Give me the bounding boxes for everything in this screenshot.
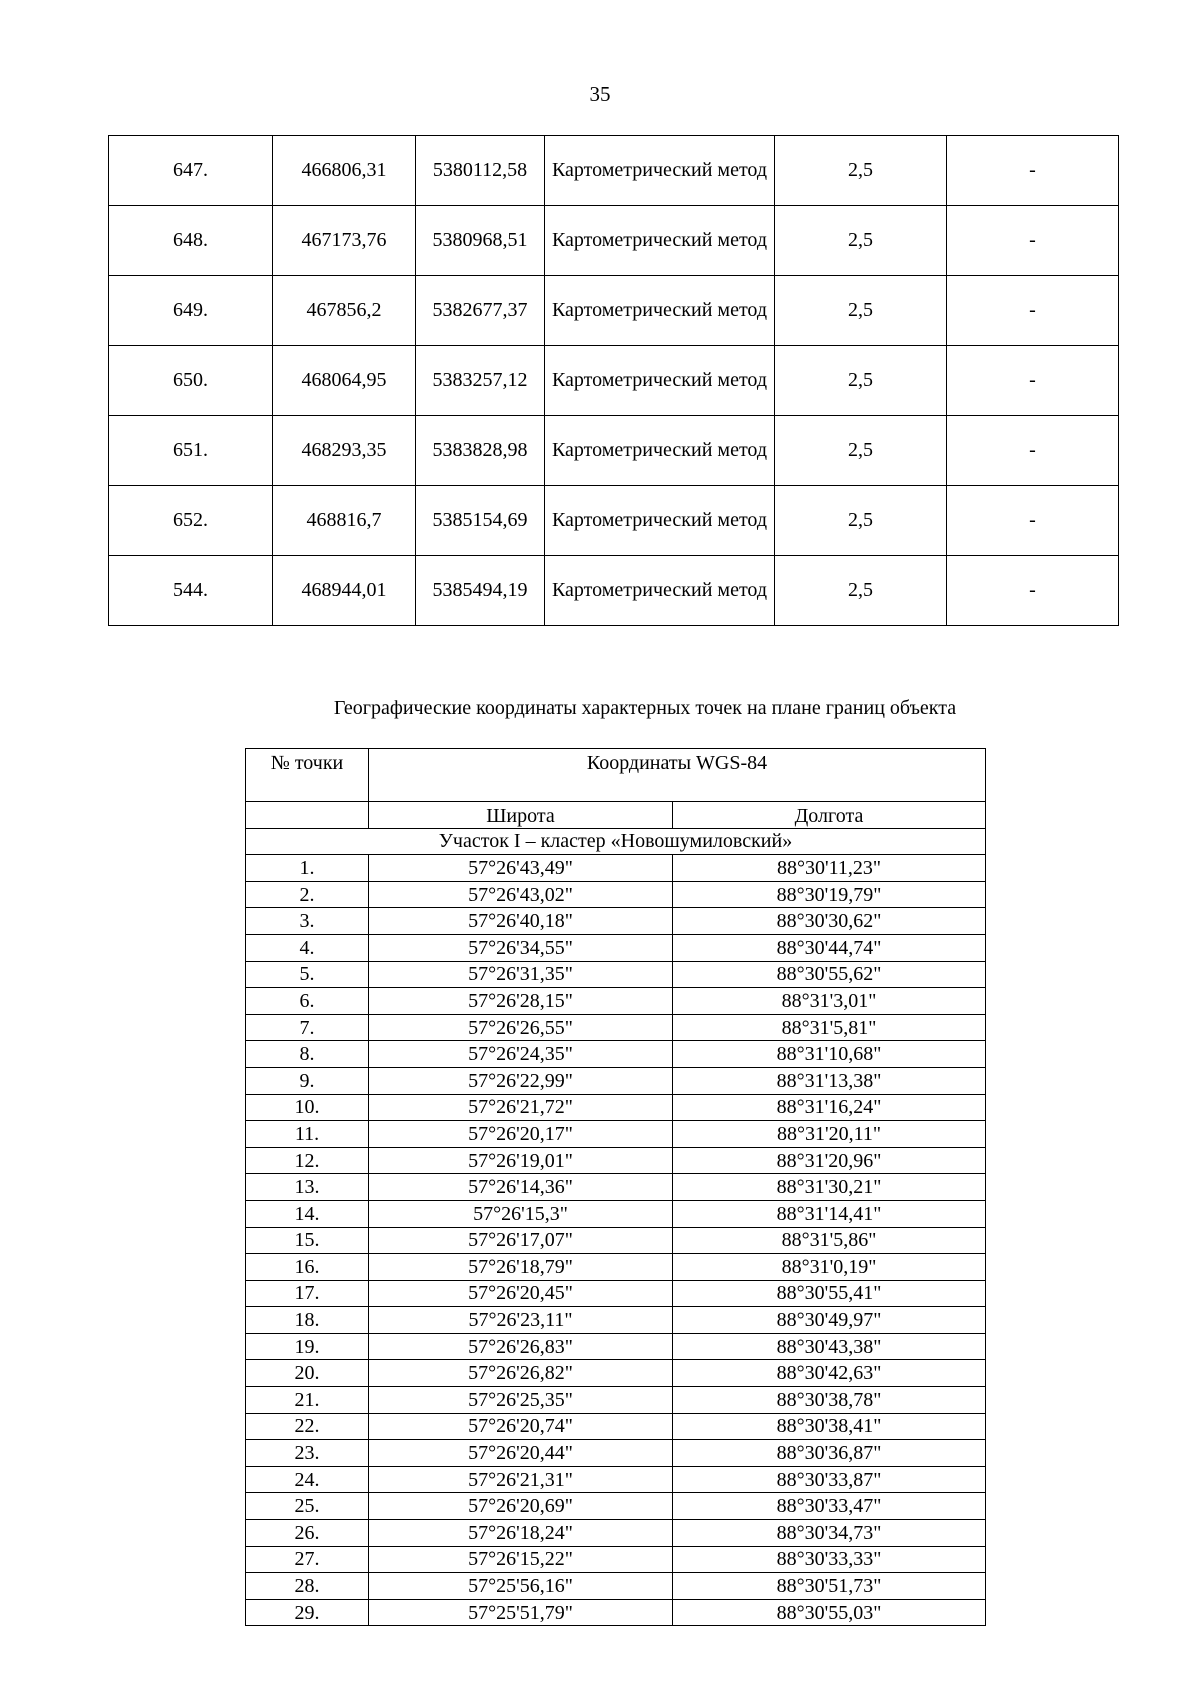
table-row	[246, 1227, 986, 1254]
col-header-lat: Широта	[369, 802, 673, 829]
cell-desc: -	[947, 136, 1119, 206]
col-header-coords: Координаты WGS-84	[369, 749, 986, 802]
cell-lat: 57°26'18,24"	[369, 1520, 673, 1547]
cell-lon: 88°31'30,21"	[673, 1174, 986, 1201]
table-row	[109, 276, 1119, 346]
table-row	[246, 1094, 986, 1121]
group-label: Участок I – кластер «Новошумиловский»	[246, 828, 986, 855]
cell-lat: 57°26'31,35"	[369, 961, 673, 988]
cell-lat: 57°26'22,99"	[369, 1067, 673, 1094]
cell-n: 9.	[246, 1067, 369, 1094]
cell-lat: 57°26'20,44"	[369, 1440, 673, 1467]
table-row	[246, 1466, 986, 1493]
cell-n: 27.	[246, 1546, 369, 1573]
cell-lon: 88°31'16,24"	[673, 1094, 986, 1121]
cell-method: Картометрический метод	[545, 136, 775, 206]
cell-lon: 88°31'5,86"	[673, 1227, 986, 1254]
cell-acc: 2,5	[775, 416, 947, 486]
table-row	[246, 1599, 986, 1626]
cell-lon: 88°30'49,97"	[673, 1307, 986, 1334]
table-row	[246, 1147, 986, 1174]
cell-lat: 57°26'43,02"	[369, 881, 673, 908]
cell-lat: 57°25'56,16"	[369, 1573, 673, 1600]
cell-n: 11.	[246, 1121, 369, 1148]
cell-lat: 57°26'20,17"	[369, 1121, 673, 1148]
table-row	[109, 486, 1119, 556]
cell-n: 652.	[109, 486, 273, 556]
cell-method: Картометрический метод	[545, 556, 775, 626]
table-row	[246, 961, 986, 988]
cell-lat: 57°26'15,3"	[369, 1200, 673, 1227]
cell-acc: 2,5	[775, 276, 947, 346]
cell-lon: 88°30'19,79"	[673, 881, 986, 908]
cell-lat: 57°26'18,79"	[369, 1254, 673, 1281]
cell-desc: -	[947, 556, 1119, 626]
section-title: Географические координаты характерных точек на плане границ объекта	[333, 697, 957, 719]
cell-acc: 2,5	[775, 346, 947, 416]
cell-method: Картометрический метод	[545, 416, 775, 486]
cell-acc: 2,5	[775, 206, 947, 276]
cell-n: 544.	[109, 556, 273, 626]
cell-n: 22.	[246, 1413, 369, 1440]
table-row	[246, 1121, 986, 1148]
table-row	[109, 206, 1119, 276]
cell-y: 5385154,69	[416, 486, 545, 556]
cell-lat: 57°26'21,72"	[369, 1094, 673, 1121]
cell-n: 25.	[246, 1493, 369, 1520]
cell-x: 468293,35	[273, 416, 416, 486]
cell-y: 5380968,51	[416, 206, 545, 276]
table-row	[246, 1413, 986, 1440]
cell-lon: 88°30'36,87"	[673, 1440, 986, 1467]
cell-n: 28.	[246, 1573, 369, 1600]
cell-n: 15.	[246, 1227, 369, 1254]
cell-lon: 88°30'55,41"	[673, 1280, 986, 1307]
table-row	[246, 934, 986, 961]
cell-lon: 88°30'42,63"	[673, 1360, 986, 1387]
table-row	[246, 1067, 986, 1094]
cell-lon: 88°31'0,19"	[673, 1254, 986, 1281]
header-row	[246, 749, 986, 802]
cell-n: 647.	[109, 136, 273, 206]
cell-lat: 57°26'17,07"	[369, 1227, 673, 1254]
cell-n: 19.	[246, 1333, 369, 1360]
cell-n: 18.	[246, 1307, 369, 1334]
cell-lat: 57°26'34,55"	[369, 934, 673, 961]
table-row	[246, 881, 986, 908]
table-row	[246, 1573, 986, 1600]
cell-lon: 88°30'33,47"	[673, 1493, 986, 1520]
page-number: 35	[589, 82, 611, 106]
cell-n: 8.	[246, 1041, 369, 1068]
geo-coordinates-table	[245, 748, 986, 1626]
cell-lon: 88°30'55,62"	[673, 961, 986, 988]
cell-lon: 88°30'55,03"	[673, 1599, 986, 1626]
subheader-row	[246, 802, 986, 829]
cell-n: 12.	[246, 1147, 369, 1174]
cell-n: 24.	[246, 1466, 369, 1493]
cell-n: 6.	[246, 988, 369, 1015]
cell-lat: 57°26'24,35"	[369, 1041, 673, 1068]
cell-n: 2.	[246, 881, 369, 908]
table-row	[246, 1360, 986, 1387]
cell-x: 468816,7	[273, 486, 416, 556]
cell-lat: 57°26'21,31"	[369, 1466, 673, 1493]
cell-lat: 57°26'20,74"	[369, 1413, 673, 1440]
cell-y: 5383828,98	[416, 416, 545, 486]
cell-desc: -	[947, 416, 1119, 486]
cell-n: 650.	[109, 346, 273, 416]
cell-x: 468944,01	[273, 556, 416, 626]
planar-coordinates-table	[108, 135, 1119, 626]
table-row	[246, 1493, 986, 1520]
table-row	[246, 1333, 986, 1360]
cell-n: 1.	[246, 855, 369, 882]
cell-lon: 88°30'38,41"	[673, 1413, 986, 1440]
cell-lon: 88°31'13,38"	[673, 1067, 986, 1094]
table-row	[246, 1174, 986, 1201]
cell-y: 5382677,37	[416, 276, 545, 346]
cell-lat: 57°26'19,01"	[369, 1147, 673, 1174]
table-row	[246, 1041, 986, 1068]
cell-lon: 88°31'10,68"	[673, 1041, 986, 1068]
cell-lat: 57°26'40,18"	[369, 908, 673, 935]
cell-x: 467173,76	[273, 206, 416, 276]
cell-acc: 2,5	[775, 486, 947, 556]
cell-n: 17.	[246, 1280, 369, 1307]
cell-method: Картометрический метод	[545, 276, 775, 346]
table-row	[246, 1307, 986, 1334]
table-row	[246, 988, 986, 1015]
cell-lat: 57°26'26,83"	[369, 1333, 673, 1360]
cell-lat: 57°26'23,11"	[369, 1307, 673, 1334]
cell-lat: 57°26'28,15"	[369, 988, 673, 1015]
table-row	[246, 1520, 986, 1547]
cell-lat: 57°26'20,69"	[369, 1493, 673, 1520]
cell-y: 5380112,58	[416, 136, 545, 206]
group-row	[246, 828, 986, 855]
table-row	[109, 136, 1119, 206]
cell-y: 5385494,19	[416, 556, 545, 626]
cell-n: 651.	[109, 416, 273, 486]
col-header-point: № точки	[246, 749, 369, 802]
cell-lon: 88°31'5,81"	[673, 1014, 986, 1041]
cell-lon: 88°30'38,78"	[673, 1387, 986, 1414]
cell-n: 3.	[246, 908, 369, 935]
cell-method: Картометрический метод	[545, 206, 775, 276]
cell-lon: 88°30'33,33"	[673, 1546, 986, 1573]
cell-acc: 2,5	[775, 136, 947, 206]
cell-y: 5383257,12	[416, 346, 545, 416]
cell-lat: 57°26'43,49"	[369, 855, 673, 882]
cell-n: 7.	[246, 1014, 369, 1041]
cell-lat: 57°26'20,45"	[369, 1280, 673, 1307]
cell-method: Картометрический метод	[545, 346, 775, 416]
cell-method: Картометрический метод	[545, 486, 775, 556]
table-row	[246, 1280, 986, 1307]
cell-lat: 57°26'26,55"	[369, 1014, 673, 1041]
cell-n: 4.	[246, 934, 369, 961]
table-row	[246, 1200, 986, 1227]
cell-acc: 2,5	[775, 556, 947, 626]
cell-desc: -	[947, 486, 1119, 556]
cell-n: 29.	[246, 1599, 369, 1626]
table-row	[109, 346, 1119, 416]
cell-lon: 88°30'51,73"	[673, 1573, 986, 1600]
cell-n: 26.	[246, 1520, 369, 1547]
table-row	[246, 1546, 986, 1573]
cell-x: 467856,2	[273, 276, 416, 346]
table-row	[246, 1387, 986, 1414]
cell-lon: 88°30'34,73"	[673, 1520, 986, 1547]
cell-x: 468064,95	[273, 346, 416, 416]
cell-lon: 88°31'20,96"	[673, 1147, 986, 1174]
cell-lat: 57°26'14,36"	[369, 1174, 673, 1201]
table-row	[246, 1440, 986, 1467]
cell-n: 5.	[246, 961, 369, 988]
cell-n: 14.	[246, 1200, 369, 1227]
cell-lon: 88°30'43,38"	[673, 1333, 986, 1360]
cell-n: 20.	[246, 1360, 369, 1387]
cell-lon: 88°30'33,87"	[673, 1466, 986, 1493]
cell-lon: 88°30'44,74"	[673, 934, 986, 961]
table-row	[246, 1014, 986, 1041]
table-row	[109, 556, 1119, 626]
cell-n: 649.	[109, 276, 273, 346]
cell-n: 21.	[246, 1387, 369, 1414]
cell-lon: 88°31'20,11"	[673, 1121, 986, 1148]
cell-n: 23.	[246, 1440, 369, 1467]
cell-desc: -	[947, 346, 1119, 416]
cell-n: 16.	[246, 1254, 369, 1281]
cell-lat: 57°26'25,35"	[369, 1387, 673, 1414]
table-row	[246, 1254, 986, 1281]
table-row	[109, 416, 1119, 486]
table-row	[246, 855, 986, 882]
table-row	[246, 908, 986, 935]
cell-lon: 88°31'3,01"	[673, 988, 986, 1015]
cell-x: 466806,31	[273, 136, 416, 206]
col-header-empty	[246, 802, 369, 829]
cell-lon: 88°30'30,62"	[673, 908, 986, 935]
cell-lat: 57°25'51,79"	[369, 1599, 673, 1626]
cell-n: 648.	[109, 206, 273, 276]
cell-lon: 88°31'14,41"	[673, 1200, 986, 1227]
cell-desc: -	[947, 276, 1119, 346]
cell-lat: 57°26'15,22"	[369, 1546, 673, 1573]
cell-n: 13.	[246, 1174, 369, 1201]
col-header-lon: Долгота	[673, 802, 986, 829]
cell-lat: 57°26'26,82"	[369, 1360, 673, 1387]
cell-n: 10.	[246, 1094, 369, 1121]
cell-desc: -	[947, 206, 1119, 276]
cell-lon: 88°30'11,23"	[673, 855, 986, 882]
